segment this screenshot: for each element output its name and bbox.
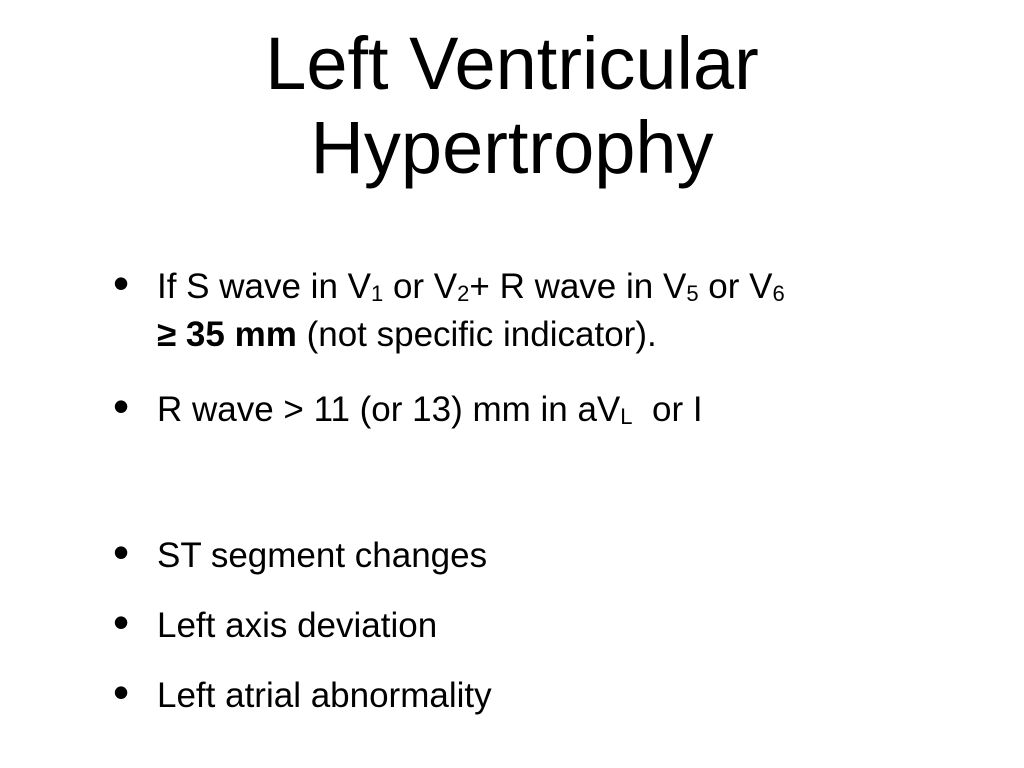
bullet-line-2: [157, 311, 997, 359]
bullet-item-r-wave-avl: [113, 380, 997, 434]
bullet-item-st-segment: [113, 526, 997, 580]
bullet-dot-icon: •: [113, 526, 130, 578]
bullet-item-sv1-rv5: [113, 257, 997, 359]
bullet-dot-icon: •: [113, 596, 130, 648]
subscript: L: [620, 404, 633, 429]
bold-threshold: ≥ 35 mm: [157, 315, 297, 354]
bullet-text: (not specific indicator).: [296, 315, 657, 354]
subscript: 1: [370, 281, 384, 306]
bullet-dot-icon: •: [113, 380, 130, 432]
bullet-text: or V: [383, 267, 458, 306]
bullet-dot-icon: •: [113, 257, 130, 309]
bullet-text: Left axis deviation: [157, 606, 438, 645]
bullet-text: R wave > 11 (or 13) mm in aV: [157, 390, 621, 429]
title-line-1: Left Ventricular: [265, 22, 759, 105]
slide-title: [0, 22, 1024, 190]
bullet-text: or I: [632, 390, 703, 429]
subscript: 5: [686, 281, 699, 306]
bullet-text: Left atrial abnormality: [157, 676, 492, 715]
bullet-text: If S wave in V: [157, 267, 371, 306]
subscript: 6: [772, 281, 785, 306]
bullet-text: + R wave in V: [469, 267, 687, 306]
bullet-dot-icon: •: [113, 666, 130, 718]
bullet-text: ST segment changes: [157, 536, 488, 575]
title-line-2: Hypertrophy: [310, 106, 714, 189]
bullet-item-left-axis: [113, 596, 997, 650]
bullet-item-left-atrial: [113, 666, 997, 720]
subscript: 2: [457, 281, 470, 306]
bullet-text: or V: [698, 267, 773, 306]
